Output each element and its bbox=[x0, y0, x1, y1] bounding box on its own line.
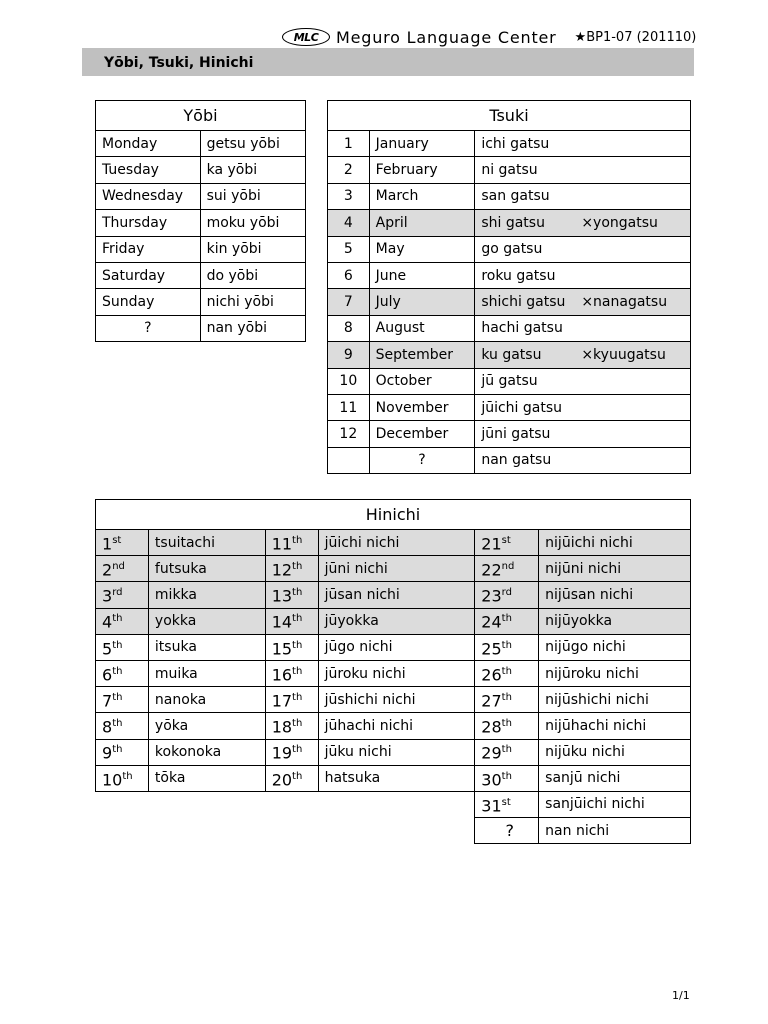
day-number bbox=[265, 556, 318, 582]
day-number-value: 4 bbox=[102, 612, 113, 632]
yobi-row bbox=[96, 236, 306, 262]
tsuki-row bbox=[328, 236, 691, 262]
day-number-value: 22 bbox=[481, 560, 502, 580]
weekday-english: Sunday bbox=[96, 289, 201, 315]
month-number: 1 bbox=[328, 131, 370, 157]
day-ordinal-suffix: th bbox=[292, 744, 303, 756]
day-reading: yokka bbox=[148, 608, 265, 634]
day-number-value: 5 bbox=[102, 639, 113, 658]
month-japanese-reading: jū gatsu bbox=[481, 373, 538, 390]
day-number-value: 16 bbox=[271, 665, 293, 685]
page-header bbox=[282, 25, 696, 49]
day-number bbox=[265, 582, 318, 608]
month-incorrect-reading: ×yongatsu bbox=[581, 214, 658, 231]
yobi-title: Yōbi bbox=[96, 101, 306, 131]
weekday-english: Saturday bbox=[96, 262, 201, 288]
day-number bbox=[475, 634, 539, 660]
day-reading: kokonoka bbox=[148, 739, 265, 765]
day-reading: jūgo nichi bbox=[318, 634, 475, 660]
day-reading: mikka bbox=[148, 582, 265, 608]
day-number bbox=[96, 634, 149, 660]
day-ordinal-suffix: rd bbox=[112, 587, 123, 599]
month-english: December bbox=[369, 421, 475, 447]
day-ordinal-suffix: th bbox=[501, 665, 512, 677]
day-reading: jūichi nichi bbox=[318, 530, 475, 556]
empty-cell bbox=[265, 818, 318, 844]
weekday-japanese: nichi yōbi bbox=[200, 289, 305, 315]
day-number-value: 12 bbox=[271, 560, 293, 580]
month-number: 3 bbox=[328, 183, 370, 209]
day-number bbox=[96, 556, 149, 582]
day-reading: nijūichi nichi bbox=[539, 530, 691, 556]
day-reading: jūku nichi bbox=[318, 739, 475, 765]
weekday-japanese: getsu yōbi bbox=[200, 131, 305, 157]
month-japanese-reading: ku gatsu bbox=[481, 346, 542, 363]
hinichi-row bbox=[96, 687, 691, 713]
month-japanese-reading: jūni gatsu bbox=[481, 425, 551, 442]
yobi-row bbox=[96, 262, 306, 288]
month-number: 4 bbox=[328, 210, 370, 236]
day-reading: nijūroku nichi bbox=[539, 660, 691, 686]
day-ordinal-suffix: th bbox=[112, 692, 123, 704]
day-number bbox=[265, 713, 318, 739]
day-number bbox=[265, 660, 318, 686]
day-number-value: 11 bbox=[271, 534, 293, 554]
day-number bbox=[475, 582, 539, 608]
day-ordinal-suffix: th bbox=[112, 613, 123, 625]
month-japanese bbox=[475, 183, 691, 209]
day-reading: yōka bbox=[148, 713, 265, 739]
day-ordinal-suffix: th bbox=[501, 744, 512, 756]
day-number-value: 15 bbox=[271, 639, 293, 658]
day-ordinal-suffix: th bbox=[501, 770, 512, 782]
day-reading: tōka bbox=[148, 765, 265, 791]
day-reading: jūhachi nichi bbox=[318, 713, 475, 739]
day-reading: muika bbox=[148, 660, 265, 686]
month-japanese-reading: san gatsu bbox=[481, 188, 550, 205]
month-number: 8 bbox=[328, 315, 370, 341]
day-reading: nijūhachi nichi bbox=[539, 713, 691, 739]
hinichi-row bbox=[96, 530, 691, 556]
day-reading: sanjūichi nichi bbox=[539, 791, 691, 817]
month-english: ? bbox=[369, 447, 475, 473]
day-ordinal-suffix: th bbox=[122, 770, 133, 782]
month-english: February bbox=[369, 157, 475, 183]
month-japanese bbox=[475, 210, 691, 236]
day-ordinal-suffix: th bbox=[292, 561, 303, 573]
day-number-value: 23 bbox=[481, 586, 502, 606]
day-number bbox=[96, 713, 149, 739]
day-number bbox=[265, 530, 318, 556]
month-japanese-reading: ni gatsu bbox=[481, 162, 538, 179]
day-number bbox=[475, 556, 539, 582]
hinichi-row bbox=[96, 739, 691, 765]
day-number-value: 31 bbox=[481, 796, 502, 816]
day-number bbox=[475, 660, 539, 686]
tsuki-row bbox=[328, 131, 691, 157]
month-number: 10 bbox=[328, 368, 370, 394]
day-ordinal-suffix: th bbox=[292, 639, 303, 651]
day-reading: jūshichi nichi bbox=[318, 687, 475, 713]
day-number bbox=[96, 739, 149, 765]
day-number-value: 21 bbox=[481, 534, 502, 554]
month-japanese bbox=[475, 342, 691, 368]
day-ordinal-suffix: th bbox=[112, 665, 123, 677]
day-reading: nan nichi bbox=[539, 818, 691, 844]
day-number bbox=[265, 765, 318, 791]
month-number: 7 bbox=[328, 289, 370, 315]
tsuki-row bbox=[328, 157, 691, 183]
tsuki-row bbox=[328, 394, 691, 420]
yobi-table bbox=[95, 100, 306, 342]
day-reading: itsuka bbox=[148, 634, 265, 660]
month-japanese bbox=[475, 157, 691, 183]
month-english: May bbox=[369, 236, 475, 262]
day-ordinal-suffix: th bbox=[292, 587, 303, 599]
hinichi-row bbox=[96, 660, 691, 686]
month-number: 12 bbox=[328, 421, 370, 447]
month-english: October bbox=[369, 368, 475, 394]
day-reading: nijūni nichi bbox=[539, 556, 691, 582]
month-english: April bbox=[369, 210, 475, 236]
day-number-value: 17 bbox=[271, 691, 293, 711]
page-number: 1/1 bbox=[672, 989, 690, 1002]
document-code: ★BP1-07 (201110) bbox=[574, 29, 697, 45]
month-japanese-reading: nan gatsu bbox=[481, 452, 552, 469]
day-reading: jūni nichi bbox=[318, 556, 475, 582]
month-japanese-reading: ichi gatsu bbox=[481, 135, 550, 152]
day-number bbox=[265, 739, 318, 765]
day-ordinal-suffix: th bbox=[501, 639, 512, 651]
day-number-value: 13 bbox=[271, 586, 293, 606]
month-number: 2 bbox=[328, 157, 370, 183]
day-number bbox=[96, 660, 149, 686]
hinichi-row bbox=[96, 791, 691, 817]
empty-cell bbox=[96, 791, 149, 817]
tsuki-row bbox=[328, 262, 691, 288]
hinichi-title: Hinichi bbox=[96, 500, 691, 530]
tsuki-row bbox=[328, 421, 691, 447]
day-number bbox=[265, 687, 318, 713]
tsuki-row bbox=[328, 342, 691, 368]
day-ordinal-suffix: th bbox=[501, 692, 512, 704]
day-ordinal-suffix: th bbox=[292, 534, 303, 546]
day-reading: nijūgo nichi bbox=[539, 634, 691, 660]
empty-cell bbox=[148, 791, 265, 817]
weekday-japanese: moku yōbi bbox=[200, 210, 305, 236]
tsuki-row bbox=[328, 210, 691, 236]
month-japanese bbox=[475, 262, 691, 288]
month-incorrect-reading: ×kyuugatsu bbox=[581, 346, 666, 363]
tsuki-row bbox=[328, 447, 691, 473]
hinichi-row bbox=[96, 765, 691, 791]
weekday-japanese: ka yōbi bbox=[200, 157, 305, 183]
tsuki-row bbox=[328, 289, 691, 315]
month-english: November bbox=[369, 394, 475, 420]
day-number-value: 27 bbox=[481, 691, 502, 711]
day-ordinal-suffix: st bbox=[112, 534, 122, 546]
yobi-row bbox=[96, 315, 306, 341]
day-number-value: 1 bbox=[102, 534, 113, 554]
tsuki-row bbox=[328, 183, 691, 209]
day-ordinal-suffix: th bbox=[112, 744, 123, 756]
day-reading: nanoka bbox=[148, 687, 265, 713]
yobi-row bbox=[96, 157, 306, 183]
day-number bbox=[475, 530, 539, 556]
day-number-value: 30 bbox=[481, 769, 502, 789]
day-number-value: 29 bbox=[481, 743, 502, 763]
weekday-english: Thursday bbox=[96, 210, 201, 236]
day-reading: jūroku nichi bbox=[318, 660, 475, 686]
day-number-value: 9 bbox=[102, 743, 113, 763]
weekday-japanese: nan yōbi bbox=[200, 315, 305, 341]
day-ordinal-suffix: th bbox=[501, 718, 512, 730]
weekday-english: Tuesday bbox=[96, 157, 201, 183]
month-japanese bbox=[475, 236, 691, 262]
month-english: January bbox=[369, 131, 475, 157]
weekday-english: Monday bbox=[96, 131, 201, 157]
month-japanese bbox=[475, 131, 691, 157]
tsuki-row bbox=[328, 315, 691, 341]
day-number-value: 25 bbox=[481, 639, 502, 658]
day-number bbox=[96, 765, 149, 791]
month-japanese-reading: jūichi gatsu bbox=[481, 399, 563, 416]
day-number-value: 8 bbox=[102, 717, 113, 737]
weekday-english: Friday bbox=[96, 236, 201, 262]
day-number-value: 18 bbox=[271, 717, 293, 737]
day-ordinal-suffix: rd bbox=[501, 587, 512, 599]
month-english: July bbox=[369, 289, 475, 315]
empty-cell bbox=[265, 791, 318, 817]
day-ordinal-suffix: th bbox=[292, 692, 303, 704]
day-number bbox=[475, 713, 539, 739]
empty-cell bbox=[148, 818, 265, 844]
day-number-value: 3 bbox=[102, 586, 113, 606]
day-number bbox=[475, 818, 539, 844]
empty-cell bbox=[318, 791, 475, 817]
day-ordinal-suffix: th bbox=[112, 718, 123, 730]
weekday-japanese: kin yōbi bbox=[200, 236, 305, 262]
day-ordinal-suffix: st bbox=[501, 534, 511, 546]
month-number: 9 bbox=[328, 342, 370, 368]
tsuki-table bbox=[327, 100, 691, 474]
weekday-japanese: do yōbi bbox=[200, 262, 305, 288]
tsuki-row bbox=[328, 368, 691, 394]
tsuki-title: Tsuki bbox=[328, 101, 691, 131]
day-number bbox=[475, 739, 539, 765]
day-reading: nijūku nichi bbox=[539, 739, 691, 765]
day-ordinal-suffix: nd bbox=[112, 561, 125, 573]
empty-cell bbox=[318, 818, 475, 844]
month-english: August bbox=[369, 315, 475, 341]
hinichi-row bbox=[96, 556, 691, 582]
month-number: 6 bbox=[328, 262, 370, 288]
month-japanese-reading: go gatsu bbox=[481, 241, 543, 258]
day-number bbox=[475, 765, 539, 791]
center-name: Meguro Language Center bbox=[336, 27, 557, 47]
month-japanese-reading: shichi gatsu bbox=[481, 294, 566, 311]
month-japanese bbox=[475, 315, 691, 341]
day-number-value: 26 bbox=[481, 665, 502, 685]
hinichi-row bbox=[96, 634, 691, 660]
day-ordinal-suffix: th bbox=[292, 613, 303, 625]
month-japanese-reading: shi gatsu bbox=[481, 214, 545, 231]
day-ordinal-suffix: th bbox=[292, 770, 303, 782]
month-japanese bbox=[475, 394, 691, 420]
weekday-english: Wednesday bbox=[96, 183, 201, 209]
yobi-row bbox=[96, 183, 306, 209]
day-ordinal-suffix: th bbox=[292, 718, 303, 730]
month-japanese-reading: roku gatsu bbox=[481, 267, 556, 284]
month-english: March bbox=[369, 183, 475, 209]
day-number-value: 24 bbox=[481, 612, 502, 632]
yobi-row bbox=[96, 210, 306, 236]
weekday-english: ? bbox=[96, 315, 201, 341]
day-number bbox=[96, 582, 149, 608]
month-japanese bbox=[475, 447, 691, 473]
day-reading: hatsuka bbox=[318, 765, 475, 791]
day-number-value: 19 bbox=[271, 743, 293, 763]
month-number: 5 bbox=[328, 236, 370, 262]
day-number-value: ? bbox=[505, 820, 514, 840]
day-reading: nijūshichi nichi bbox=[539, 687, 691, 713]
day-reading: jūsan nichi bbox=[318, 582, 475, 608]
hinichi-row bbox=[96, 582, 691, 608]
day-number bbox=[96, 530, 149, 556]
hinichi-table bbox=[95, 499, 691, 844]
month-japanese-reading: hachi gatsu bbox=[481, 320, 563, 337]
day-number-value: 14 bbox=[271, 612, 293, 632]
month-japanese bbox=[475, 421, 691, 447]
day-number bbox=[265, 634, 318, 660]
month-incorrect-reading: ×nanagatsu bbox=[581, 294, 668, 311]
hinichi-row bbox=[96, 818, 691, 844]
empty-cell bbox=[96, 818, 149, 844]
day-number-value: 6 bbox=[102, 665, 113, 685]
day-number bbox=[265, 608, 318, 634]
yobi-row bbox=[96, 131, 306, 157]
day-number bbox=[475, 608, 539, 634]
month-english: June bbox=[369, 262, 475, 288]
day-number bbox=[96, 608, 149, 634]
day-ordinal-suffix: st bbox=[501, 796, 511, 808]
day-reading: nijūsan nichi bbox=[539, 582, 691, 608]
day-reading: tsuitachi bbox=[148, 530, 265, 556]
month-number: 11 bbox=[328, 394, 370, 420]
day-number bbox=[475, 687, 539, 713]
day-number-value: 20 bbox=[271, 769, 293, 789]
day-ordinal-suffix: th bbox=[292, 665, 303, 677]
mlc-logo-icon: MLC bbox=[282, 28, 330, 46]
title-bar: Yōbi, Tsuki, Hinichi bbox=[82, 48, 694, 76]
day-reading: sanjū nichi bbox=[539, 765, 691, 791]
day-ordinal-suffix: nd bbox=[501, 561, 515, 573]
day-number bbox=[475, 791, 539, 817]
day-number-value: 10 bbox=[102, 769, 123, 789]
month-english: September bbox=[369, 342, 475, 368]
day-reading: jūyokka bbox=[318, 608, 475, 634]
weekday-japanese: sui yōbi bbox=[200, 183, 305, 209]
month-number bbox=[328, 447, 370, 473]
day-ordinal-suffix: th bbox=[501, 613, 512, 625]
day-reading: futsuka bbox=[148, 556, 265, 582]
hinichi-row bbox=[96, 608, 691, 634]
day-number-value: 28 bbox=[481, 717, 502, 737]
yobi-row bbox=[96, 289, 306, 315]
day-reading: nijūyokka bbox=[539, 608, 691, 634]
day-number bbox=[96, 687, 149, 713]
day-number-value: 2 bbox=[102, 560, 113, 580]
day-number-value: 7 bbox=[102, 691, 113, 711]
hinichi-row bbox=[96, 713, 691, 739]
month-japanese bbox=[475, 368, 691, 394]
month-japanese bbox=[475, 289, 691, 315]
day-ordinal-suffix: th bbox=[112, 639, 123, 651]
